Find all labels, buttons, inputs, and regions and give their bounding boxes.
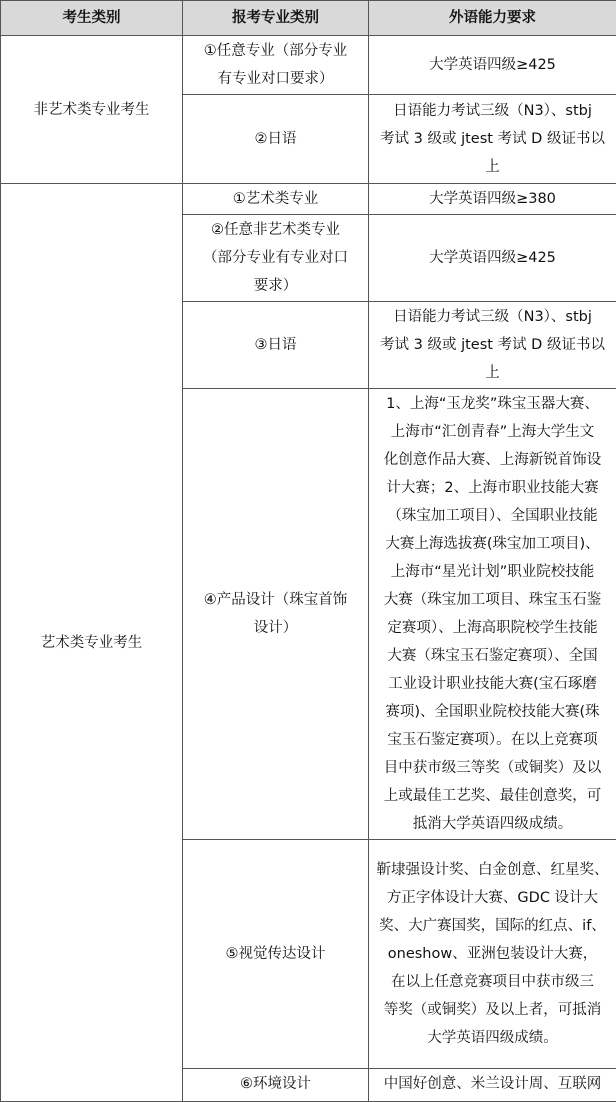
header-major-category: 报考专业类别 <box>183 1 369 36</box>
requirement-cell: 日语能力考试三级（N3）、stbj 考试 3 级或 jtest 考试 D 级证书以 上 <box>369 302 616 389</box>
major-cell: ①艺术类专业 <box>183 184 369 215</box>
header-candidate-category: 考生类别 <box>1 1 183 36</box>
requirement-cell: 靳埭强设计奖、白金创意、红星奖、 方正字体设计大赛、GDC 设计大 奖、大广赛国奖，国际的红点、if、 oneshow、亚洲包装设计大赛， 在以上任意竞赛项目中获市级三 等奖（或铜奖）及以上者，可抵消 大学英语四级成绩。 <box>369 840 616 1069</box>
table-row <box>1 184 616 215</box>
major-cell: ②日语 <box>183 95 369 184</box>
major-cell: ⑤视觉传达设计 <box>183 840 369 1069</box>
header-row <box>1 1 616 36</box>
requirement-cell: 大学英语四级≥380 <box>369 184 616 215</box>
requirement-cell: 1、上海“玉龙奖”珠宝玉器大赛、 上海市“汇创青春”上海大学生文 化创意作品大赛、上海新锐首饰设 计大赛；2、上海市职业技能大赛 （珠宝加工项目）、全国职业技能 大赛上海选拔赛(珠宝加工项目)、 上海市“星光计划”职业院校技能 大赛（珠宝加工项目、珠宝玉石鉴 定赛项）、上海高职院校学生技能 大赛（珠宝玉石鉴定赛项）、全国 工业设计职业技能大赛(宝石琢磨 赛项)、全国职业院校技能大赛(珠 宝玉石鉴定赛项）。在以上竞赛项 目中获市级三等奖（或铜奖）及以 上或最佳工艺奖、最佳创意奖，可 抵消大学英语四级成绩。 <box>369 389 616 840</box>
requirement-cell: 日语能力考试三级（N3）、stbj 考试 3 级或 jtest 考试 D 级证书以 上 <box>369 95 616 184</box>
major-cell: ③日语 <box>183 302 369 389</box>
major-cell: ①任意专业（部分专业 有专业对口要求） <box>183 36 369 95</box>
major-cell: ⑥环境设计 <box>183 1069 369 1102</box>
table-row <box>1 36 616 95</box>
requirement-cell: 大学英语四级≥425 <box>369 215 616 302</box>
candidate-category-cell: 艺术类专业考生 <box>1 184 183 1102</box>
requirement-cell: 大学英语四级≥425 <box>369 36 616 95</box>
header-language-requirement: 外语能力要求 <box>369 1 616 36</box>
candidate-category-cell: 非艺术类专业考生 <box>1 36 183 184</box>
requirement-cell: 中国好创意、米兰设计周、互联网 <box>369 1069 616 1102</box>
major-cell: ②任意非艺术类专业 （部分专业有专业对口 要求） <box>183 215 369 302</box>
major-cell: ④产品设计（珠宝首饰 设计） <box>183 389 369 840</box>
